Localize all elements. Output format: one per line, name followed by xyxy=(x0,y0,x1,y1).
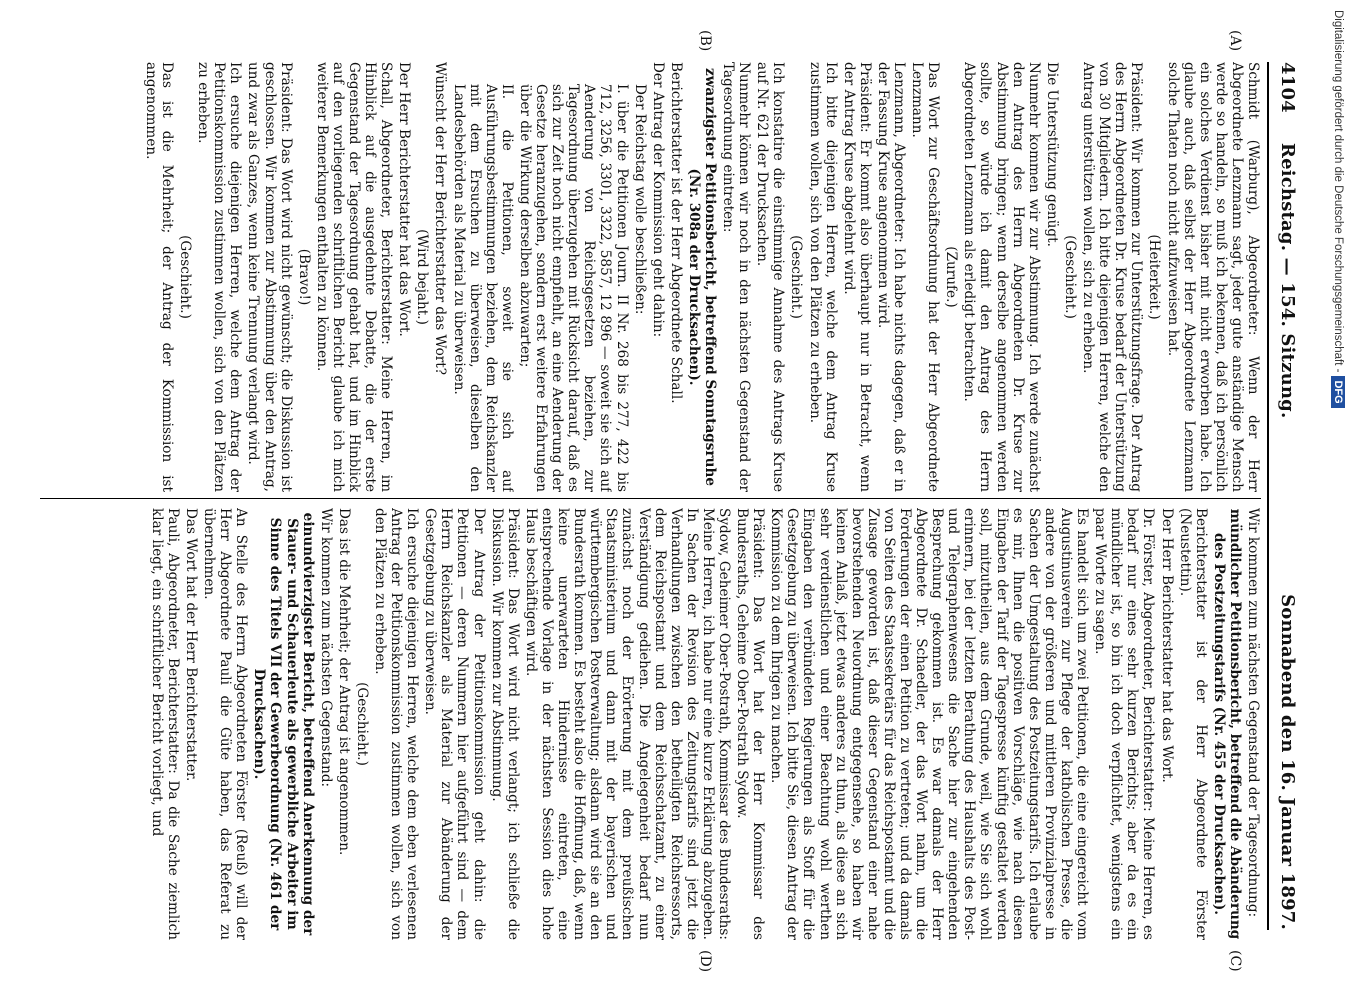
paragraph: Schmidt (Warburg), Abgeordneter: Wenn der Herr Abgeordnete Lenzmann sagt, jeder gute anständige Mensch werde so handeln, so muß ich bekennen, daß ich persönlich ein solches Verdienst bisher mit nicht erworben habe. Ich glaube auch, daß selbst der Herr Abgeordnete Lenzmann solche Thaten noch nicht aufzuweisen hat. xyxy=(1164,62,1261,492)
paragraph: Ich ersuche diejenigen Herren, welche dem Antrag der Petitionskommission zustimmen wollen, sich von den Plätzen zu erheben. xyxy=(195,62,244,492)
paragraph: Ich bitte diejenigen Herren, welche dem Antrag Kruse zustimmen wollen, sich von den Plätzen zu erheben. xyxy=(806,62,839,492)
paragraph: Wir kommen zum nächsten Gegenstand: xyxy=(317,508,334,788)
paragraph: Wir kommen zum nächsten Gegenstand der Tagesordnung: xyxy=(1245,508,1261,918)
paragraph: Wünscht der Herr Berichterstatter das Wort? xyxy=(432,62,449,376)
paragraph: Ich konstatire die einstimmige Annahme des Antrags Kruse auf Nr. 621 der Drucksachen. xyxy=(754,62,787,492)
paragraph: Der Antrag der Petitionskommission geht dahin: die Petitionen — deren Nummern hier aufgeführt sind — dem Herrn Reichskanzler als Material zur Abänderung der Gesetzgebung zu überweisen. xyxy=(422,508,487,940)
paragraph: Präsident: Das Wort wird nicht gewünscht; die Diskussion ist geschlossen. Wir kommen zur Abstimmung über den Antrag, und zwar als Ganzes, wenn keine Trennung verlangt wird. xyxy=(245,62,294,492)
paragraph: Der Reichstag wolle beschließen: xyxy=(631,84,648,315)
paragraph: Pauli, Abgeordneter, Berichterstatter: Da die Sache ziemlich klar liegt, ein schriftlicher Bericht vorliegt, und xyxy=(148,508,181,940)
header-rule xyxy=(1267,62,1269,930)
paragraph: Ich ersuche diejenigen Herren, welche dem eben verlesenen Antrag der Petitionskommission zustimmen wollen, sich von den Plätzen zu erheben. xyxy=(372,508,421,940)
agenda-item: einundvierzigster Bericht, betreffend Anerkennung der Stauer- und Schauerleute als gewerbliche Arbeiter im Sinne des Titels VII der Gewerbeordnung (Nr. 461 der Drucksachen). xyxy=(251,512,316,936)
paragraph: Lenzmann, Abgeordneter: Ich habe nichts dagegen, daß er in der Fassung Kruse angenommen wird. xyxy=(874,62,908,492)
page-number: 4104 xyxy=(1277,62,1299,113)
paragraph: (Geschieht.) xyxy=(177,235,194,319)
paragraph: (Bravo!) xyxy=(295,248,312,306)
margin-marker-a: (A) xyxy=(1227,30,1243,52)
paragraph: Sydow, Geheimer Ober-Postrath, Kommissar des Bundesraths: Meine Herren, ich habe nur eine kurze Erklärung abzugeben. In Sachen der Revision des Zeitungstarifs sind jetzt die Verhandlungen zwischen den betheiligten Reichsressorts, dem Reichspostamt und dem Reichsschatzamt, zu einer Verständigung gediehen. Die Angelegenheit bedarf nun zunächst noch der Erörterung mit dem preußischen Staatsministerium und dann mit der bayerischen und württembergischen Postverwaltung; alsdann wird sie an den Bundesrath kommen. Es besteht also die Hoffnung, daß, wenn keine unerwarteten Hindernisse eintreten, eine entsprechende Vorlage in der nächsten Session dies hohe Haus beschäftigen wird. xyxy=(522,508,732,940)
paragraph: Dr. Förster, Abgeordneter, Berichterstatter: Meine Herren, es bedarf nur eines sehr kurzen Berichts; aber da es ein mündlicher ist, so bin ich doch verpflichtet, wenigstens ein paar Worte zu sagen. xyxy=(1092,508,1157,940)
agenda-item: mündlicher Petitionsbericht, betreffend die Abänderung des Postzeitungstarifs (Nr. 455 der Drucksachen). xyxy=(1210,508,1243,940)
margin-marker-b: (B) xyxy=(697,30,713,52)
paragraph: Der Herr Berichterstatter hat das Wort. xyxy=(396,62,413,337)
list-item: I. über die Petitionen Journ. II Nr. 268 bis 277, 422 bis 712, 3256, 3301, 3322, 5857, 12 896 — soweit sie sich auf Aenderung von Reichsgesetzen beziehen, zur Tagesordnung überzugehen mit Rücksicht darauf, daß es sich zur Zeit noch nicht empfiehlt, an eine Aenderung der Gesetze heranzugehen, sondern erst weitere Erfahrungen über die Wirkung derselben abzuwarten; xyxy=(516,84,630,492)
paragraph: (Geschieht.) xyxy=(788,235,805,319)
paragraph: Das ist die Mehrheit; der Antrag der Kommission ist angenommen. xyxy=(142,62,175,492)
paragraph: Die Unterstützung genügt. xyxy=(1043,62,1060,247)
paragraph: (Geschieht.) xyxy=(353,682,370,766)
session-title: Reichstag. — 154. Sitzung. xyxy=(1277,142,1299,419)
paragraph: Das ist die Mehrheit; der Antrag ist angenommen. xyxy=(335,508,352,856)
margin-marker-d: (D) xyxy=(697,950,713,973)
list-item: II. die Petitionen, soweit sie sich auf Ausführungsbestimmungen beziehen, dem Reichskanzler mit dem Ersuchen zu überweisen, dieselben den Landesbehörden als Material zu überweisen. xyxy=(450,84,515,492)
margin-marker-c: (C) xyxy=(1227,950,1243,972)
paragraph: Das Wort zur Geschäftsordnung hat der Herr Abgeordnete Lenzmann. xyxy=(909,62,942,492)
paragraph: (Wird bejaht.) xyxy=(414,229,431,325)
column-divider xyxy=(40,498,1261,499)
dfg-funding-note xyxy=(1325,10,1351,990)
paragraph: Berichterstatter ist der Herr Abgeordnete Förster (Neustettin). xyxy=(1176,508,1209,940)
paragraph: Präsident: Wir kommen zur Unterstützungsfrage. Der Antrag des Herrn Abgeordneten Dr. Kruse bedarf der Unterstützung von 30 Mitgliedern. Ich bitte diejenigen Herren, welche den Antrag unterstützen wollen, sich zu erheben. xyxy=(1080,62,1145,492)
paragraph: (Geschieht.) xyxy=(1061,235,1078,319)
paragraph: An Stelle des Herrn Abgeordneten Förster (Reuß) will der Herr Abgeordnete Pauli die Güte haben, das Referat zu übernehmen. xyxy=(201,508,250,940)
dfg-note-text: Digitalisierung gefördert durch die Deutsche Forschungsgemeinschaft - xyxy=(1332,10,1344,373)
paragraph: Nunmehr können wir noch in den nächsten Gegenstand der Tagesordnung eintreten: xyxy=(720,62,753,492)
agenda-item: zwanzigster Petitionsbericht, betreffend Sonntagsruhe (Nr. 308a der Drucksachen). xyxy=(685,67,718,486)
paragraph: Der Antrag der Kommission geht dahin: xyxy=(649,62,666,338)
session-date: Sonnabend den 16. Januar 1897. xyxy=(1277,594,1299,930)
right-column xyxy=(40,508,1261,940)
paragraph: Der Herr Berichterstatter hat das Wort. xyxy=(1158,508,1175,783)
paragraph: Präsident: Das Wort hat der Herr Kommissar des Bundesraths, Geheime Ober-Postrath Sydow. xyxy=(734,508,767,940)
paragraph: Nunmehr kommen wir zur Abstimmung. Ich werde zunächst den Antrag des Herrn Abgeordneten Dr. Kruse zur Abstimmung bringen; wenn derselbe angenommen werden sollte, so würde ich damit den Antrag des Herrn Abgeordneten Lenzmann als erledigt betrachten. xyxy=(961,62,1042,492)
paragraph: (Heiterkeit.) xyxy=(1146,234,1163,320)
paragraph: Präsident: Er kommt also überhaupt nur in Betracht, wenn der Antrag Kruse abgelehnt wird. xyxy=(840,62,873,492)
left-column xyxy=(40,62,1261,492)
dfg-logo-icon: DFG xyxy=(1331,376,1345,407)
page-header xyxy=(1273,62,1303,930)
paragraph: (Zurufe.) xyxy=(943,246,960,308)
paragraph: Präsident: Das Wort wird nicht verlangt; ich schließe die Diskussion. Wir kommen zur Abstimmung. xyxy=(488,508,521,940)
paragraph: Es handelt sich um zwei Petitionen, die eine eingereicht vom Augustinusverein zur Pflege der katholischen Presse, die andere von der größeren und mittleren Provinzialpresse in Sachen der Umgestaltung des Postzeitungstarifs. Ich erlaube es mir, Ihnen die positiven Vorschläge, wie nach diesen Eingaben der Tarif der Tagespresse künftig gestaltet werden soll, mitzutheilen, aus dem Grunde, weil, wie Sie sich wohl erinnern, bei der letzten Berathung des Haushalts des Post- und Telegraphenwesens die Sache hier zur eingehenden Besprechung gekommen ist. Es war damals der Herr Abgeordnete Dr. Schaedler, der das Wort nahm, um die Forderungen der einen Petition zu vertreten; und da damals von Seiten des Staatssekretärs für das Reichspostamt und die Zusage geworden ist, daß dieser Gegenstand einer nahe bevorstehenden Neuordnung entgegensehe, so haben wir keinen Anlaß, jetzt etwas anderes zu thun, als diese an sich sehr verdienstlichen und einer Beachtung wohl werthen Eingaben den verbündeten Regierungen als Stoff für die Gesetzgebung zu überweisen. Ich bitte Sie, diesen Antrag der Kommission zu dem Ihrigen zu machen. xyxy=(768,508,1091,940)
paragraph: Schall, Abgeordneter, Berichterstatter: Meine Herren, im Hinblick auf die ausgedehnte Debatte, die der erste Gegenstand der Tagesordnung gehabt hat, und im Hinblick auf den vorliegenden schriftlichen Bericht glaube ich mich weiterer Bemerkungen enthalten zu können. xyxy=(313,62,395,492)
paragraph: Berichterstatter ist der Herr Abgeordnete Schall. xyxy=(667,62,684,404)
paragraph: Das Wort hat der Herr Berichterstatter. xyxy=(183,508,199,782)
